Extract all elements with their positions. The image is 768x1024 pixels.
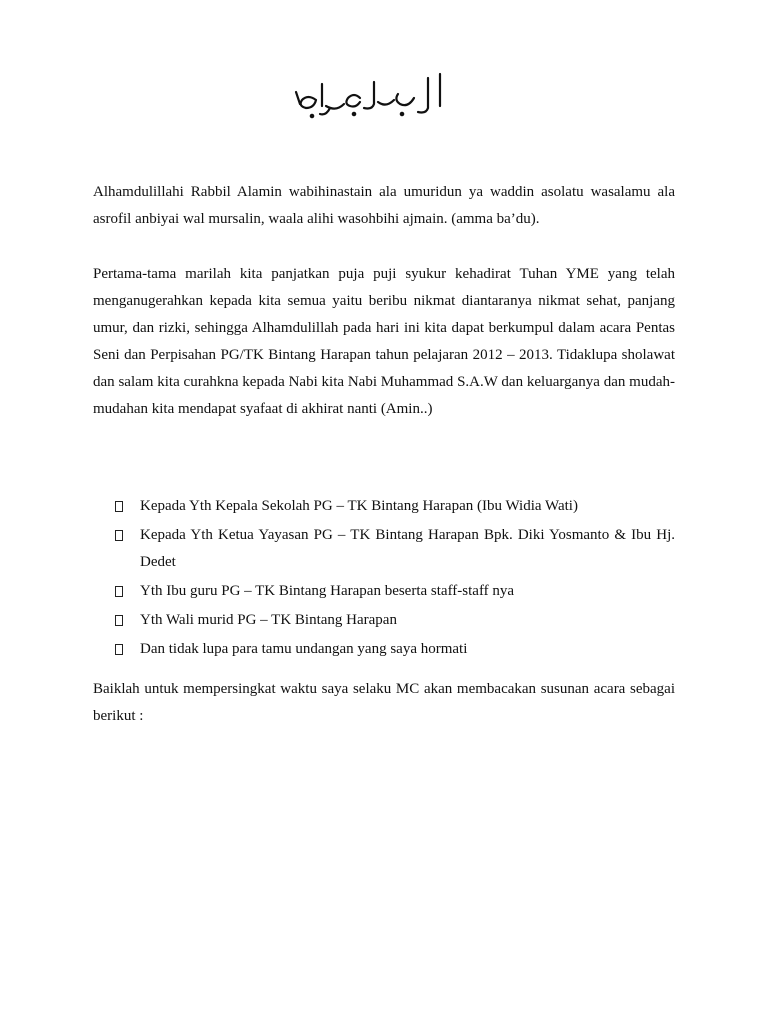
bullet-icon xyxy=(115,501,123,512)
bullet-icon xyxy=(115,586,123,597)
closing-paragraph: Baiklah untuk mempersingkat waktu saya selaku MC akan membacakan susunan acara sebagai berikut : xyxy=(93,681,675,724)
greeting-text: Yth Ibu guru PG – TK Bintang Harapan beserta staff-staff nya xyxy=(140,583,515,599)
list-item xyxy=(93,493,675,520)
greeting-text: Yth Wali murid PG – TK Bintang Harapan xyxy=(140,612,397,628)
greeting-text: Dan tidak lupa para tamu undangan yang saya hormati xyxy=(140,641,468,657)
bullet-icon xyxy=(115,644,123,655)
greetings-list xyxy=(93,493,675,665)
gratitude-paragraph: Pertama-tama marilah kita panjatkan puja puji syukur kehadirat Tuhan YME yang telah menganugerahkan kepada kita semua yaitu beribu nikmat diantaranya nikmat sehat, panjang umur, dan rizki, sehingga Alhamdulillah pada hari ini kita dapat berkumpul dalam acara Pentas Seni dan Perpisahan PG/TK Bintang Harapan tahun pelajaran 2012 – 2013. Tidaklupa sholawat dan salam kita curahkna kepada Nabi kita Nabi Muhammad S.A.W dan keluarganya dan mudah-mudahan kita mendapat syafaat di akhirat nanti (Amin..) xyxy=(93,266,675,417)
list-item xyxy=(93,607,675,634)
opening-paragraph: Alhamdulillahi Rabbil Alamin wabihinastain ala umuridun ya waddin asolatu wasalamu ala asrofil anbiyai wal mursalin, waala alihi wasohbihi ajmain. (amma ba’du). xyxy=(93,184,675,227)
bullet-icon xyxy=(115,530,123,541)
list-item xyxy=(93,578,675,605)
assalamualaikum-calligraphy xyxy=(290,64,450,124)
list-item xyxy=(93,522,675,576)
greeting-text: Kepada Yth Ketua Yayasan PG – TK Bintang Harapan Bpk. Diki Yosmanto & Ibu Hj. Dedet xyxy=(140,527,675,570)
bullet-icon xyxy=(115,615,123,626)
list-item xyxy=(93,636,675,663)
greeting-text: Kepada Yth Kepala Sekolah PG – TK Bintang Harapan (Ibu Widia Wati) xyxy=(140,498,578,514)
